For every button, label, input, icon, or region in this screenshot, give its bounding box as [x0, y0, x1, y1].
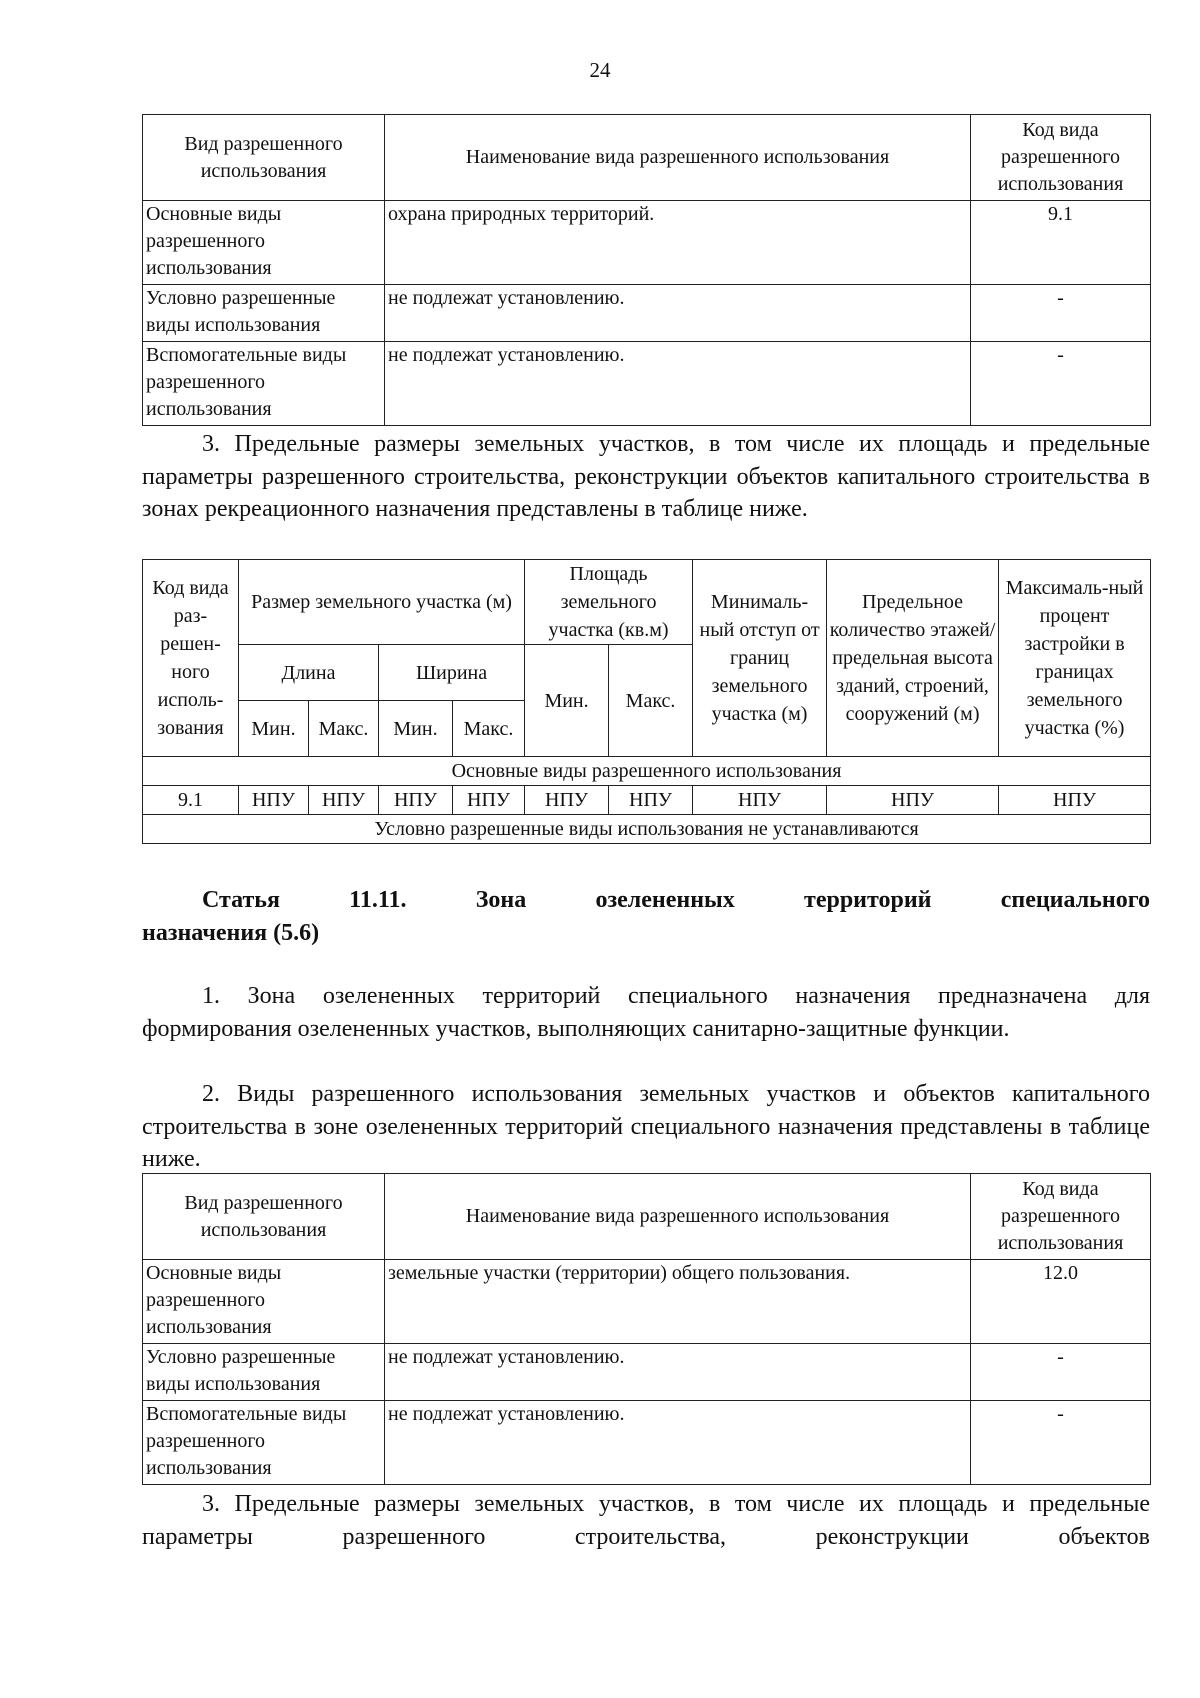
cell-area-max: НПУ: [609, 786, 693, 815]
header-use-type: Вид разрешенного использования: [143, 115, 385, 201]
header-length-max: Макс.: [309, 701, 379, 757]
row-name: земельные участки (территории) общего пользования.: [385, 1260, 971, 1344]
row-code: 12.0: [971, 1260, 1151, 1344]
cell-length-max: НПУ: [309, 786, 379, 815]
row-code: -: [971, 342, 1151, 426]
page-number: 24: [589, 58, 611, 82]
paragraph-3-continued: 3. Предельные размеры земельных участков, в том числе их площадь и предельные параметры разрешенного строительства, реконструкции объектов: [142, 1491, 1150, 1550]
header-use-code: Код вида разрешенного использования: [971, 115, 1151, 201]
header-length-min: Мин.: [239, 701, 309, 757]
row-code: 9.1: [971, 201, 1151, 285]
parameters-table: [142, 559, 1151, 844]
header-build-percent: Максималь-ный процент застройки в границах земельного участка (%): [999, 560, 1151, 757]
row-type: Основные виды разрешенного использования: [143, 201, 385, 285]
table-row: [143, 342, 1151, 426]
cell-code: 9.1: [143, 786, 239, 815]
permitted-use-table-green: [142, 1173, 1151, 1485]
header-area-min: Мин.: [525, 645, 609, 757]
table-row: [143, 201, 1151, 285]
table-row: [143, 285, 1151, 342]
header-length: Длина: [239, 645, 379, 701]
row-type: Условно разрешенные виды использования: [143, 285, 385, 342]
header-use-name: Наименование вида разрешенного использования: [385, 115, 971, 201]
table-row: [143, 1344, 1151, 1401]
row-name: не подлежат установлению.: [385, 342, 971, 426]
header-width-max: Макс.: [453, 701, 525, 757]
header-floors-height: Предельное количество этажей/ предельная высота зданий, строений, сооружений (м): [827, 560, 999, 757]
paragraph-2: 2. Виды разрешенного использования земельных участков и объектов капитального строительства в зоне озелененных территорий специального назначения представлены в таблице ниже.: [142, 1081, 1150, 1172]
header-width: Ширина: [379, 645, 525, 701]
header-area-max: Макс.: [609, 645, 693, 757]
header-min-offset: Минималь-ный отступ от границ земельного участка (м): [693, 560, 827, 757]
table-row: [143, 786, 1151, 815]
header-code: Код вида раз-решен-ного исполь-зования: [143, 560, 239, 757]
table-row: [143, 1401, 1151, 1485]
paragraph-3-recreation: 3. Предельные размеры земельных участков, в том числе их площадь и предельные параметры разрешенного строительства, реконструкции объектов капитального строительства в зонах рекреационного назначения представлены в таблице ниже.: [142, 431, 1150, 522]
row-type: Условно разрешенные виды использования: [143, 1344, 385, 1401]
row-name: не подлежат установлению.: [385, 285, 971, 342]
row-type: Вспомогательные виды разрешенного использования: [143, 1401, 385, 1485]
header-width-min: Мин.: [379, 701, 453, 757]
article-heading: Статья 11.11. Зона озелененных территорий специального назначения (5.6): [142, 887, 1150, 946]
section-main-uses: Основные виды разрешенного использования: [143, 757, 1151, 786]
paragraph-1: 1. Зона озелененных территорий специального назначения предназначена для формирования озелененных участков, выполняющих санитарно-защитные функции.: [142, 983, 1150, 1042]
header-plot-size: Размер земельного участка (м): [239, 560, 525, 645]
cell-floors: НПУ: [827, 786, 999, 815]
permitted-use-table-recreation: [142, 114, 1151, 426]
row-name: не подлежат установлению.: [385, 1401, 971, 1485]
cell-width-min: НПУ: [379, 786, 453, 815]
cell-offset: НПУ: [693, 786, 827, 815]
row-type: Основные виды разрешенного использования: [143, 1260, 385, 1344]
row-code: -: [971, 1401, 1151, 1485]
row-name: не подлежат установлению.: [385, 1344, 971, 1401]
cell-width-max: НПУ: [453, 786, 525, 815]
row-type: Вспомогательные виды разрешенного использования: [143, 342, 385, 426]
table-row: [143, 1260, 1151, 1344]
cell-length-min: НПУ: [239, 786, 309, 815]
row-name: охрана природных территорий.: [385, 201, 971, 285]
cell-percent: НПУ: [999, 786, 1151, 815]
row-code: -: [971, 1344, 1151, 1401]
header-use-type: Вид разрешенного использования: [143, 1174, 385, 1260]
row-code: -: [971, 285, 1151, 342]
cell-area-min: НПУ: [525, 786, 609, 815]
header-plot-area: Площадь земельного участка (кв.м): [525, 560, 693, 645]
header-use-name: Наименование вида разрешенного использования: [385, 1174, 971, 1260]
section-conditional-uses: Условно разрешенные виды использования не устанавливаются: [143, 815, 1151, 844]
header-use-code: Код вида разрешенного использования: [971, 1174, 1151, 1260]
